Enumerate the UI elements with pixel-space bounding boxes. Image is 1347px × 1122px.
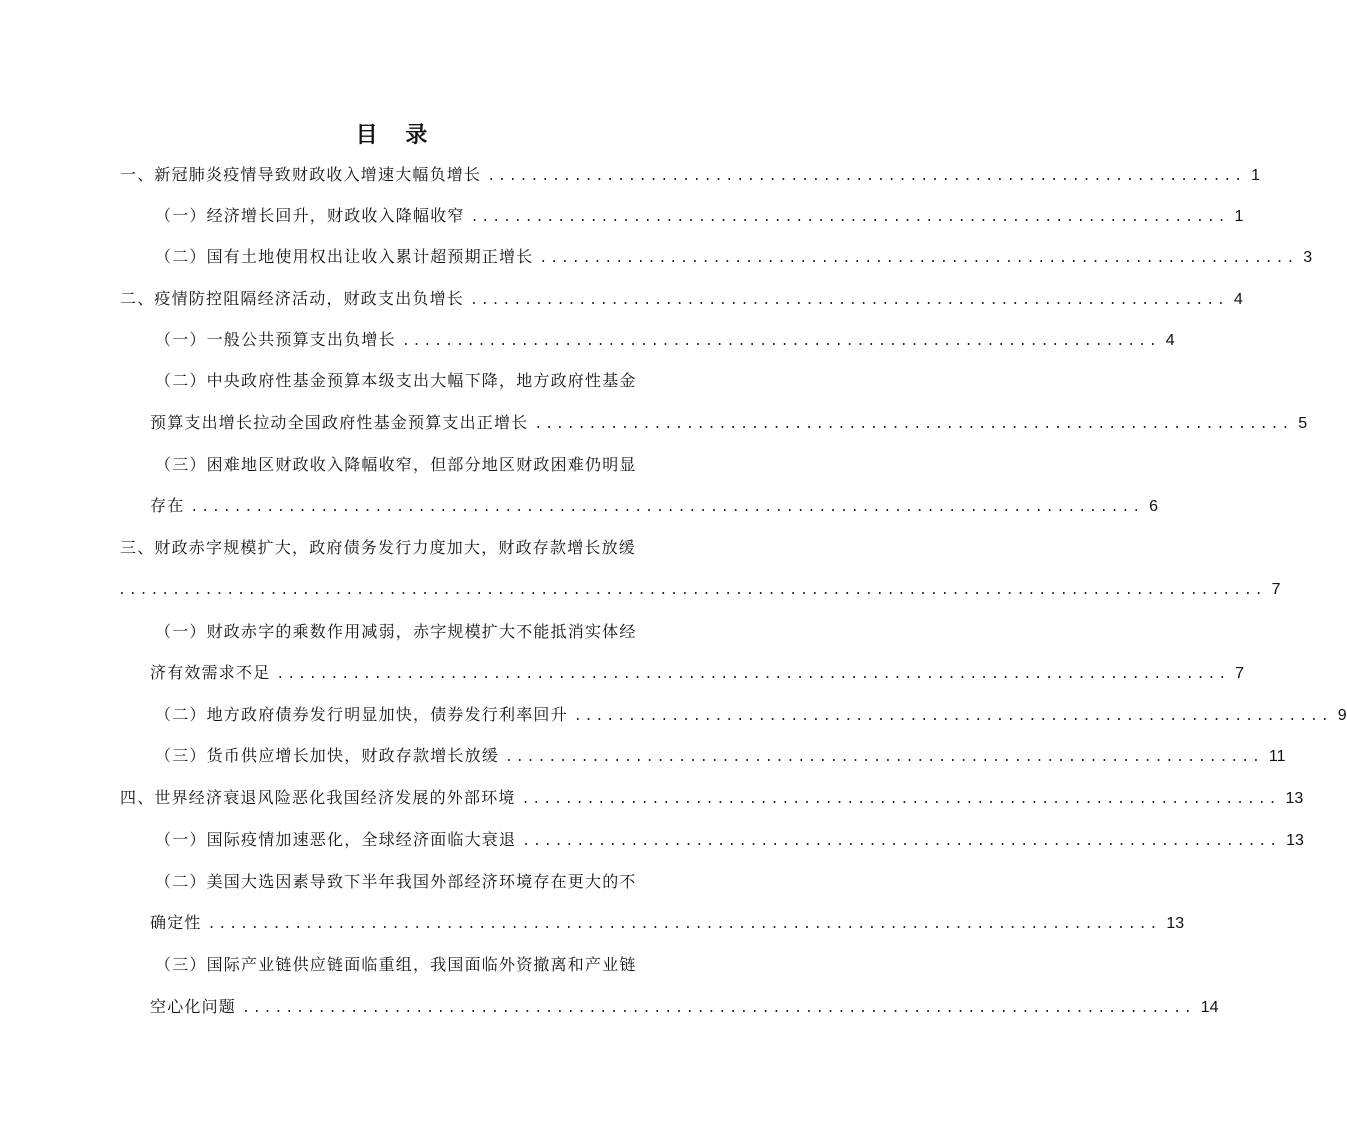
- toc-entry-text: 三、财政赤字规模扩大，政府债务发行力度加大，财政存款增长放缓: [120, 538, 637, 557]
- toc-entry-text: （一）财政赤字的乘数作用减弱，赤字规模扩大不能抵消实体经: [155, 622, 637, 641]
- toc-entry-text: （二）美国大选因素导致下半年我国外部经济环境存在更大的不: [155, 872, 637, 891]
- toc-entry-line1[interactable]: [0, 950, 793, 980]
- toc-entry-line1[interactable]: [0, 867, 793, 897]
- toc-page-number: 14: [1200, 999, 1219, 1016]
- toc-entry[interactable]: [0, 658, 1245, 688]
- dot-leader: ......................................................................: [573, 709, 1332, 724]
- toc-page-number: 4: [1165, 332, 1175, 349]
- toc-entry-text: 空心化问题: [150, 997, 237, 1016]
- dot-leader: ......................................................................: [487, 169, 1246, 184]
- toc-entry-text: 一、新冠肺炎疫情导致财政收入增速大幅负增长: [120, 165, 482, 184]
- toc-entry-text: （二）地方政府债券发行明显加快，债券发行利率回升: [155, 705, 568, 724]
- dot-leader: ........................................................................................: [276, 667, 1230, 682]
- toc-entry-text: 存在: [150, 496, 185, 515]
- dot-leader: ........................................................................................: [242, 1001, 1195, 1016]
- toc-entry[interactable]: [0, 700, 1347, 730]
- toc-entry[interactable]: [0, 242, 1313, 272]
- toc-entry-text: （一）国际疫情加速恶化，全球经济面临大衰退: [155, 830, 517, 849]
- toc-title: 目 录: [355, 122, 438, 148]
- dot-leader: ......................................................................: [505, 750, 1263, 765]
- toc-entry[interactable]: [0, 741, 1286, 771]
- dot-leader: ......................................................................: [522, 834, 1281, 849]
- toc-entry-text: 四、世界经济衰退风险恶化我国经济发展的外部环境: [120, 788, 516, 807]
- toc-page-number: 13: [1285, 790, 1304, 807]
- toc-entry-text: 济有效需求不足: [150, 663, 271, 682]
- toc-entry-line1[interactable]: [0, 533, 793, 563]
- toc-entry-text: （三）困难地区财政收入降幅收窄，但部分地区财政困难仍明显: [155, 455, 637, 474]
- toc-entry-text: （二）国有土地使用权出让收入累计超预期正增长: [155, 247, 534, 266]
- toc-page-number: 3: [1303, 249, 1313, 266]
- toc-entry[interactable]: [0, 325, 1175, 355]
- toc-entry[interactable]: [0, 575, 1281, 605]
- toc-entry[interactable]: [0, 408, 1308, 438]
- toc-page-number: 4: [1233, 291, 1243, 308]
- toc-page-number: 13: [1286, 832, 1304, 849]
- dot-leader: ........................................................................................: [190, 500, 1144, 515]
- toc-entry[interactable]: [0, 491, 1159, 521]
- toc-page-number: 1: [1251, 167, 1260, 184]
- toc-entry[interactable]: [0, 284, 1243, 314]
- toc-page-number: 9: [1337, 707, 1347, 724]
- toc-entry-line1[interactable]: [0, 366, 793, 396]
- toc-entry-text: 二、疫情防控阻隔经济活动，财政支出负增长: [120, 289, 465, 308]
- dot-leader: ......................................................................: [539, 251, 1298, 266]
- toc-entry[interactable]: [0, 992, 1219, 1022]
- toc-page-number: 13: [1166, 915, 1185, 932]
- toc-entry-text: （三）货币供应增长加快，财政存款增长放缓: [155, 746, 500, 765]
- toc-entry-line1[interactable]: [0, 617, 793, 647]
- toc-entry-text: 确定性: [150, 913, 202, 932]
- dot-leader: ......................................................................: [470, 293, 1228, 308]
- toc-entry-text: （一）一般公共预算支出负增长: [155, 330, 396, 349]
- toc-page-number: 7: [1235, 665, 1245, 682]
- toc-entry-text: （三）国际产业链供应链面临重组，我国面临外资撤离和产业链: [155, 955, 637, 974]
- toc-entry-line1[interactable]: [0, 450, 793, 480]
- dot-leader: ......................................................................: [521, 792, 1280, 807]
- toc-entry[interactable]: [0, 160, 1260, 190]
- dot-leader: ........................................................................................: [207, 917, 1161, 932]
- toc-entry[interactable]: [0, 201, 1244, 231]
- toc-entry-text: 预算支出增长拉动全国政府性基金预算支出正增长: [150, 413, 529, 432]
- dot-leader: ......................................................................: [401, 334, 1160, 349]
- toc-entry[interactable]: [0, 908, 1185, 938]
- toc-page-number: 5: [1298, 415, 1308, 432]
- dot-leader: ..........................................................................................................: [118, 583, 1266, 598]
- dot-leader: ......................................................................: [534, 417, 1293, 432]
- toc-entry-text: （一）经济增长回升，财政收入降幅收窄: [155, 206, 465, 225]
- toc-entry[interactable]: [0, 783, 1304, 813]
- dot-leader: ......................................................................: [470, 210, 1229, 225]
- toc-page-number: 1: [1234, 208, 1244, 225]
- toc-entry-text: （二）中央政府性基金预算本级支出大幅下降，地方政府性基金: [155, 371, 637, 390]
- toc-page-number: 6: [1149, 498, 1159, 515]
- toc-page-number: 7: [1271, 581, 1281, 598]
- toc-page-number: 11: [1268, 748, 1286, 765]
- toc-entry[interactable]: [0, 825, 1304, 855]
